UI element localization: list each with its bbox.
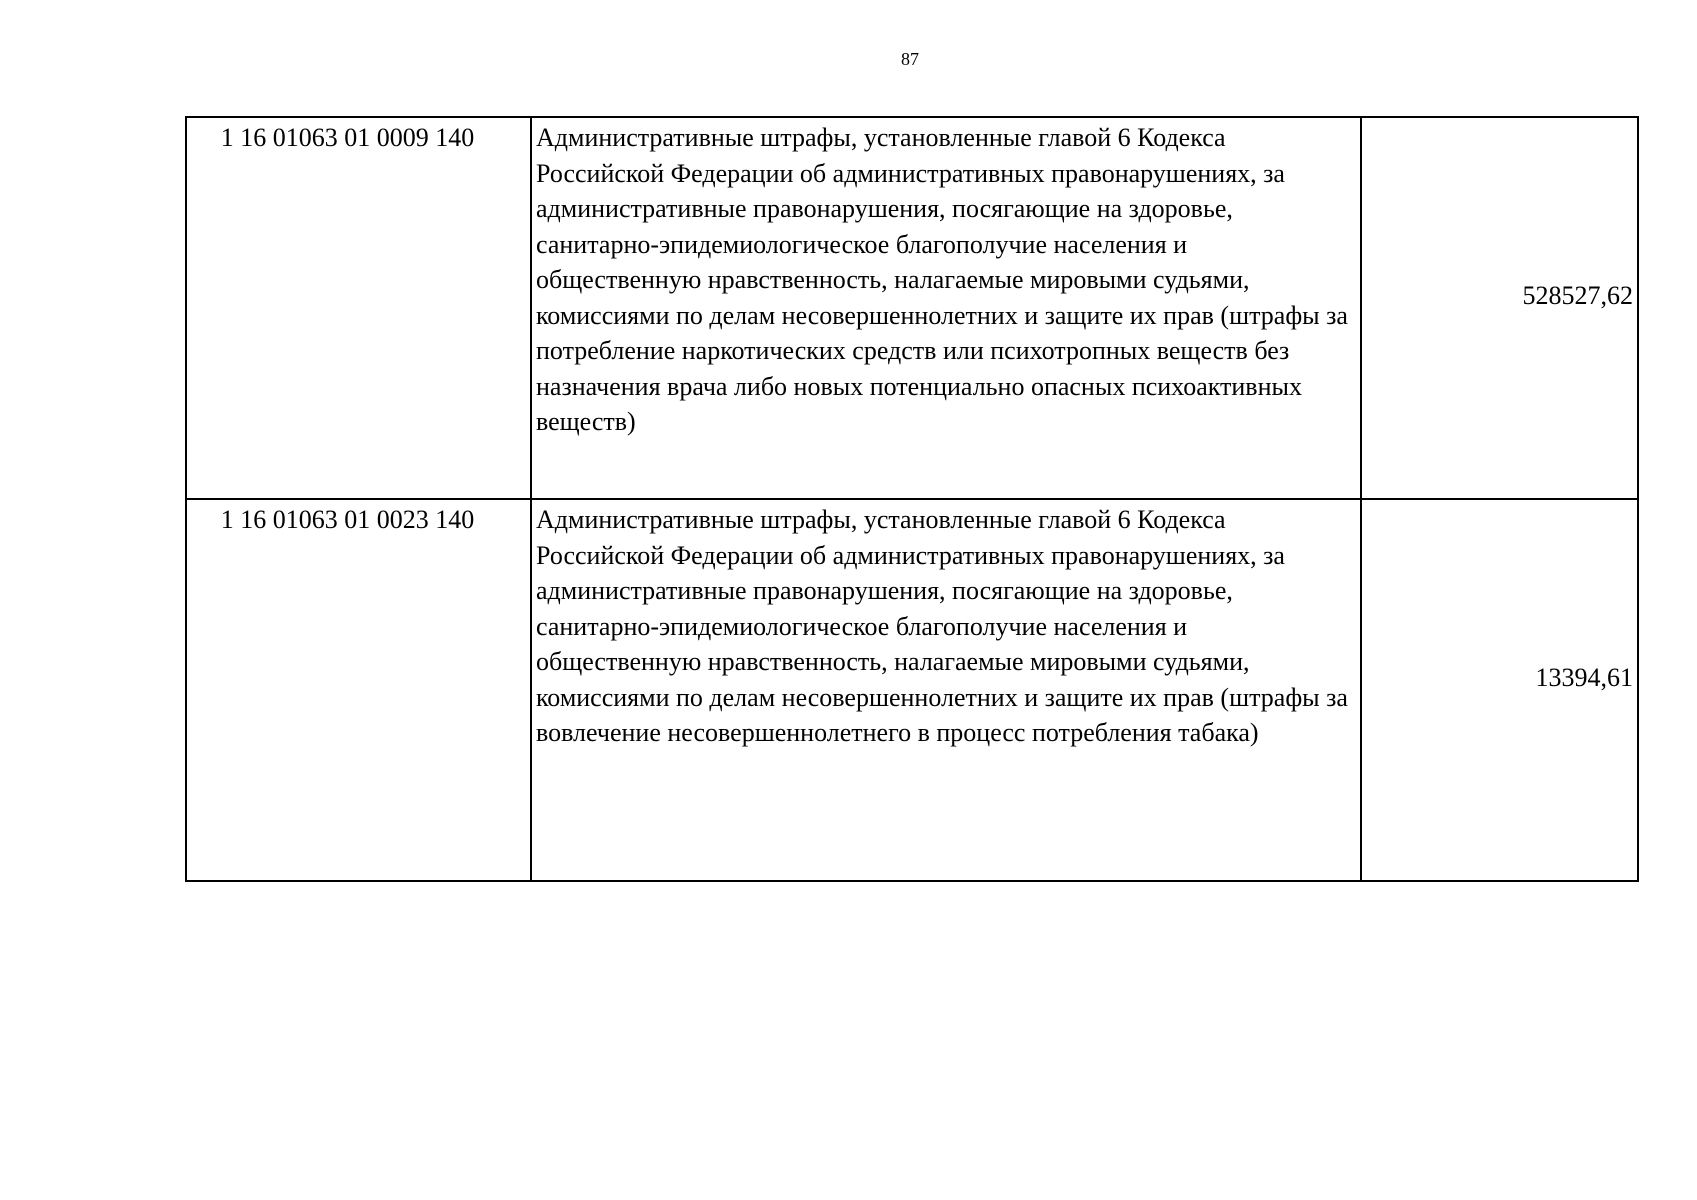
- table-row: [186, 117, 1638, 499]
- amount-cell: 528527,62: [1361, 117, 1638, 499]
- table-row: [186, 499, 1638, 881]
- budget-code-cell: 1 16 01063 01 0009 140: [186, 117, 531, 499]
- description-cell: Административные штрафы, установленные главой 6 Кодекса Российской Федерации об административных правонарушениях, за административные правонарушения, посягающие на здоровье, санитарно-эпидемиологическое благополучие населения и общественную нравственность, налагаемые мировыми судьями, комиссиями по делам несовершеннолетних и защите их прав (штрафы за потребление наркотических средств или психотропных веществ без назначения врача либо новых потенциально опасных психоактивных веществ): [531, 117, 1361, 499]
- amount-cell: 13394,61: [1361, 499, 1638, 881]
- description-cell: Административные штрафы, установленные главой 6 Кодекса Российской Федерации об административных правонарушениях, за административные правонарушения, посягающие на здоровье, санитарно-эпидемиологическое благополучие населения и общественную нравственность, налагаемые мировыми судьями, комиссиями по делам несовершеннолетних и защите их прав (штрафы за вовлечение несовершеннолетнего в процесс потребления табака): [531, 499, 1361, 881]
- page-number: 87: [901, 49, 919, 69]
- budget-code-cell: 1 16 01063 01 0023 140: [186, 499, 531, 881]
- revenue-table: [185, 116, 1639, 882]
